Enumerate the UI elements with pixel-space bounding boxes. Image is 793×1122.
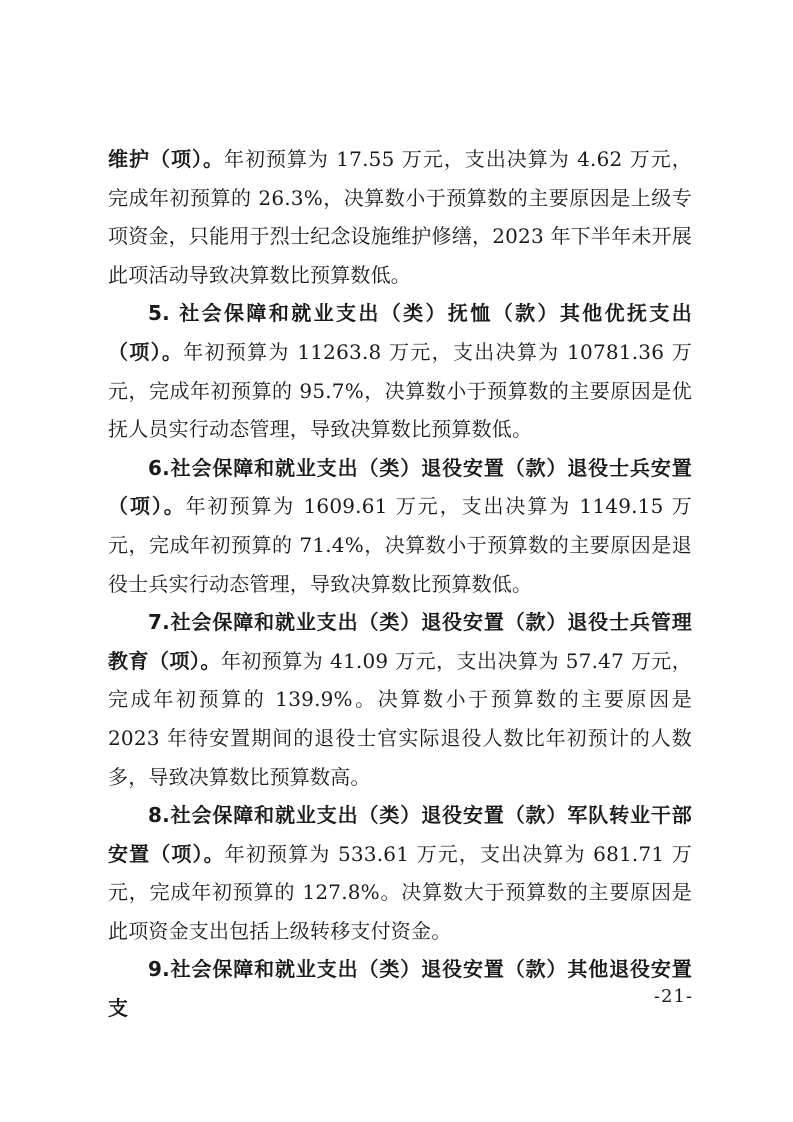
paragraph-text: 年初预算为 533.61 万元，支出决算为 681.71 万元，完成年初预算的 127.8%。决算数大于预算数的主要原因是此项资金支出包括上级转移支付资金。: [108, 841, 693, 943]
paragraph-text: 年初预算为 17.55 万元，支出决算为 4.62 万元，完成年初预算的 26.3%，决算数小于预算数的主要原因是上级专项资金，只能用于烈士纪念设施维护修缮，2023 年下半年未开展此项活动导致决算数比预算数低。: [108, 147, 692, 287]
paragraph-2: [108, 294, 692, 448]
paragraph-heading: 维护（项）。: [108, 147, 224, 171]
paragraph-1: [108, 140, 692, 294]
document-body: [108, 140, 692, 1028]
paragraph-text: 年初预算为 41.09 万元，支出决算为 57.47 万元，完成年初预算的 139.9%。决算数小于预算数的主要原因是 2023 年待安置期间的退役士官实际退役人数比年初预计的人数多，导致决算数比预算数高。: [108, 648, 692, 789]
paragraph-heading: 6.社会保障和就业支出（类）退役安置（款）退役士兵安置（项）。: [108, 455, 692, 519]
paragraph-6: [108, 950, 692, 1027]
paragraph-heading: 8.社会保障和就业支出（类）退役安置（款）军队转业干部安置（项）。: [108, 803, 692, 866]
paragraph-5: [108, 796, 692, 950]
paragraph-text: 年初预算为 1609.61 万元，支出决算为 1149.15 万元，完成年初预算的 71.4%，决算数小于预算数的主要原因是退役士兵实行动态管理，导致决算数比预算数低。: [108, 494, 692, 596]
paragraph-heading: 5. 社会保障和就业支出（类）抚恤（款）其他优抚支出（项）。: [108, 301, 692, 364]
paragraph-heading: 7.社会保障和就业支出（类）退役安置（款）退役士兵管理教育（项）。: [108, 610, 692, 673]
paragraph-text: 年初预算为 11263.8 万元，支出决算为 10781.36 万元，完成年初预算的 95.7%，决算数小于预算数的主要原因是优抚人员实行动态管理，导致决算数比预算数低。: [108, 339, 692, 442]
page-number: -21-: [653, 986, 693, 1007]
paragraph-4: [108, 603, 692, 796]
paragraph-3: [108, 449, 692, 603]
paragraph-heading: 9.社会保障和就业支出（类）退役安置（款）其他退役安置支: [108, 957, 692, 1021]
